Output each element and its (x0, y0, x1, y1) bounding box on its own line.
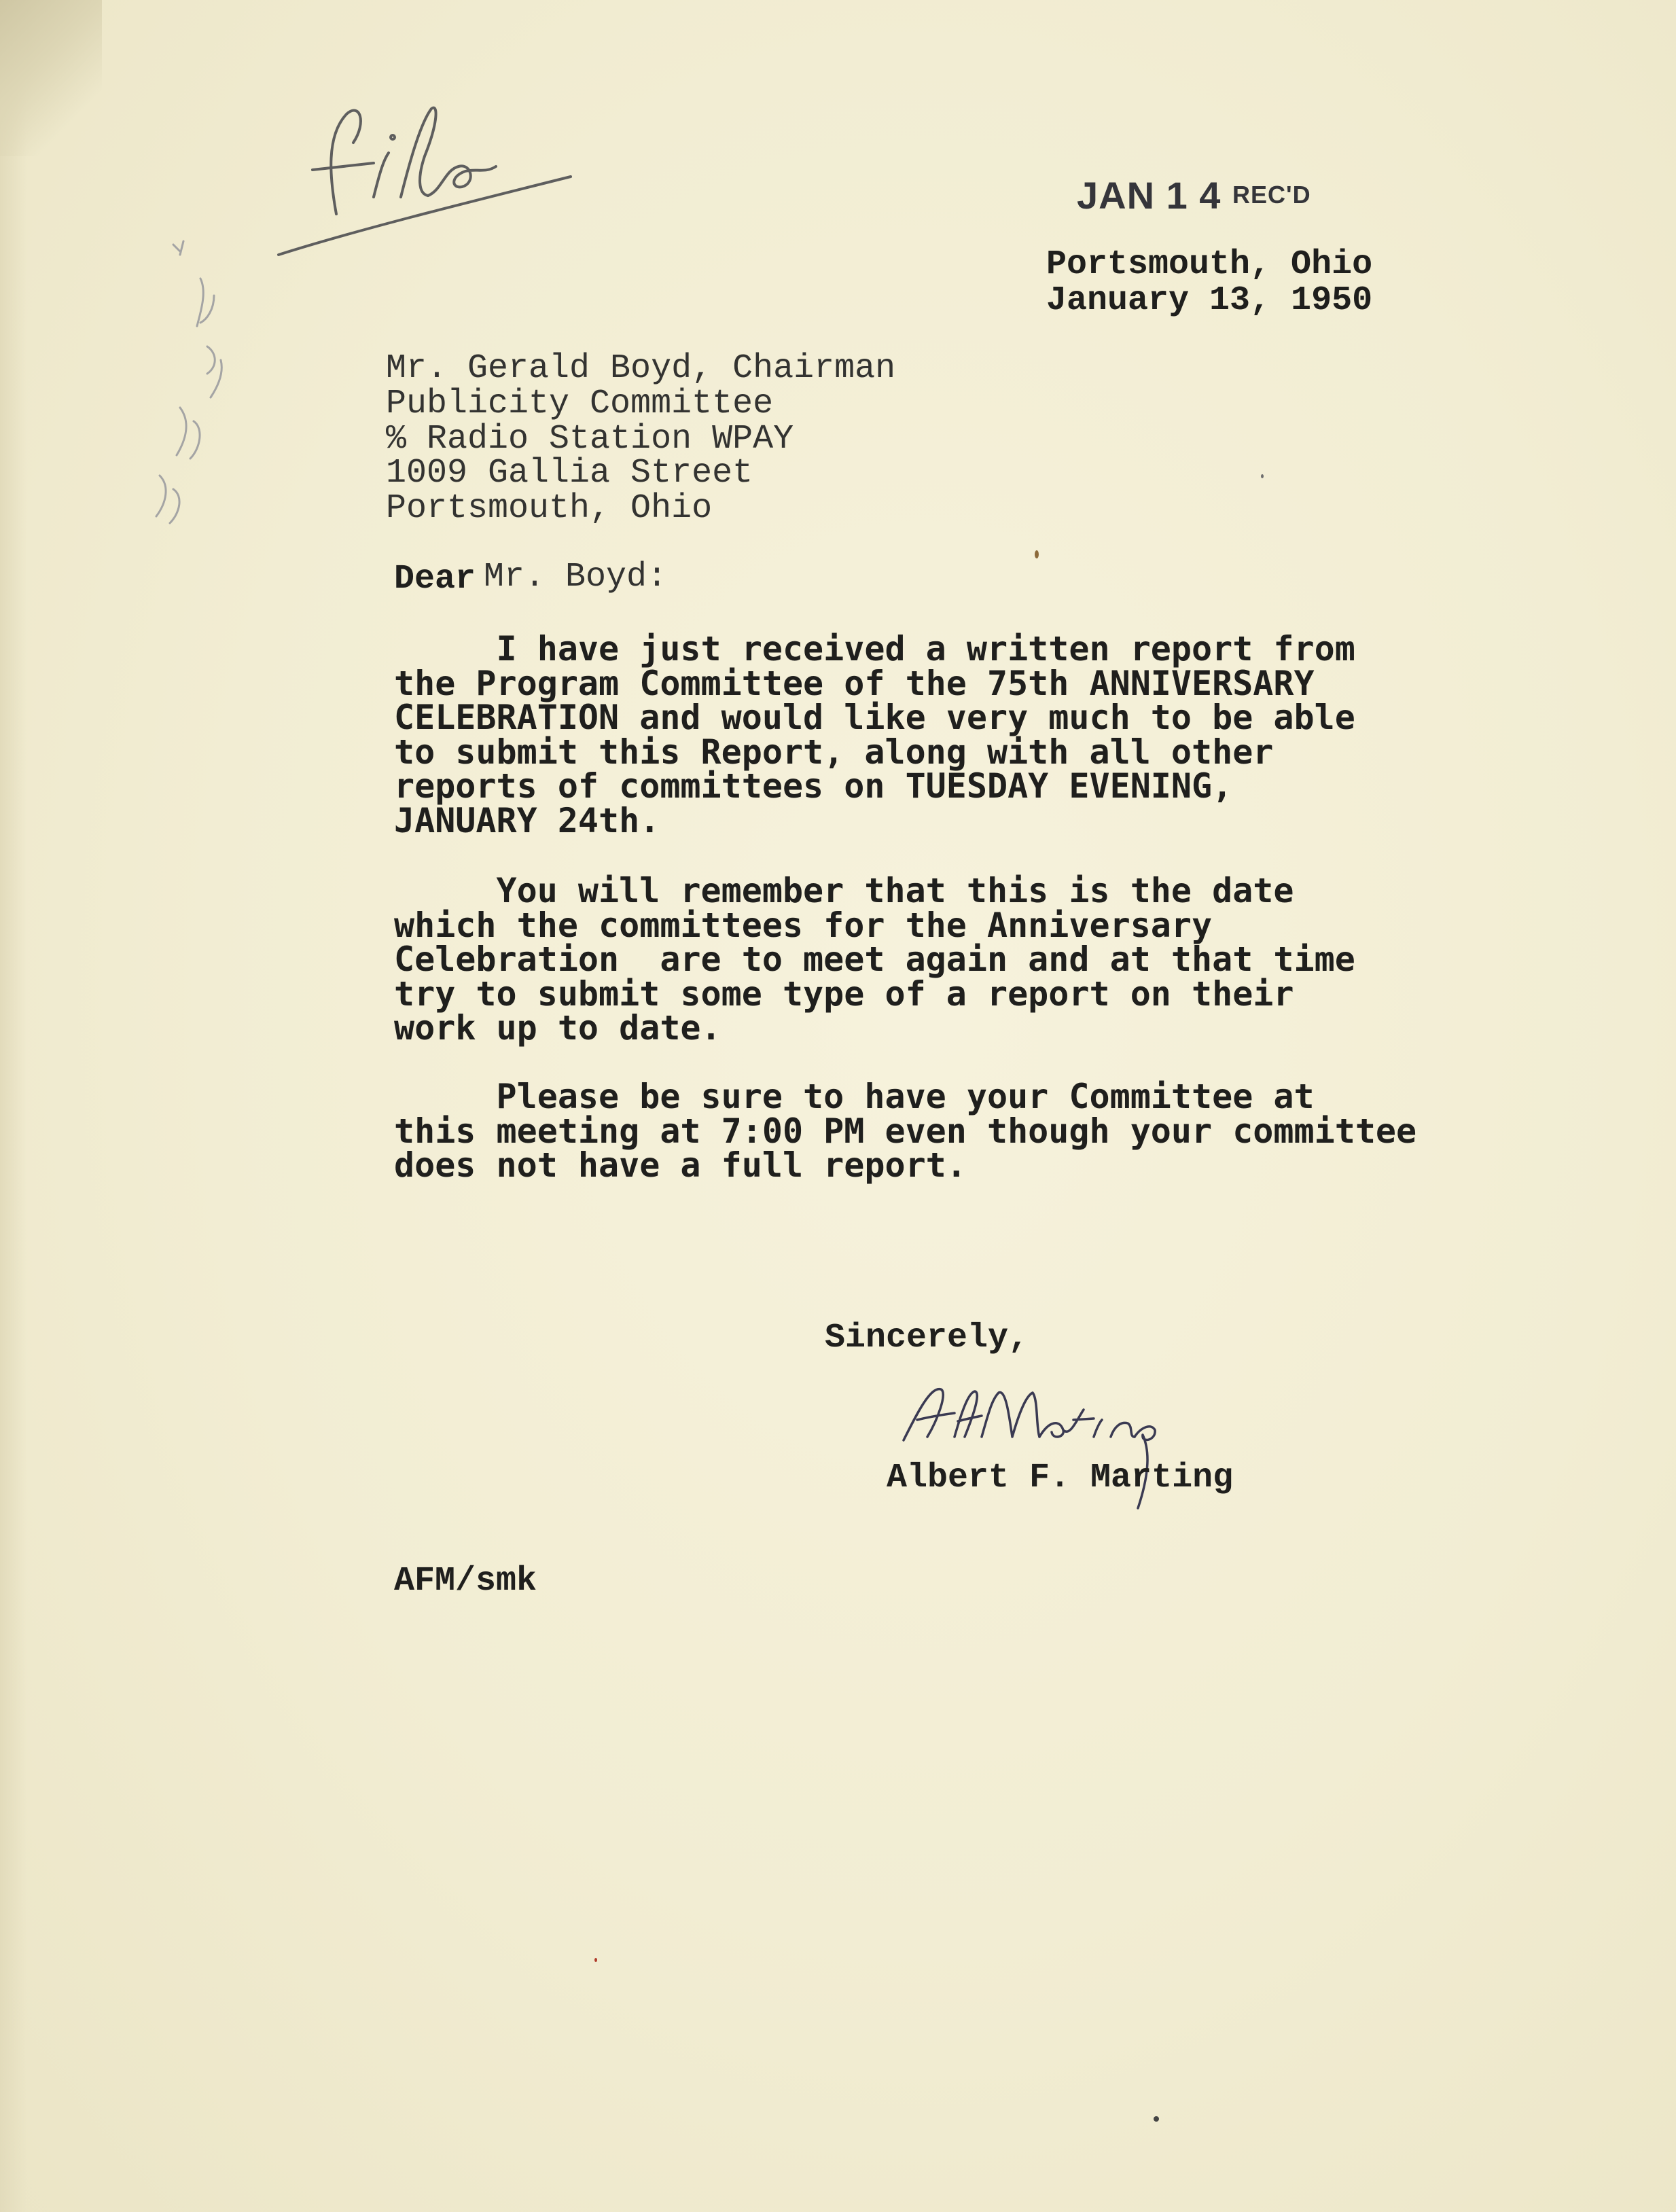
body-paragraph-1: I have just received a written report from the Program Committee of the 75th ANNIVERSARY CELEBRATION and would like very much to be able to submit this Report, along with all other reports of committees on TUESDAY EVENING, JANUARY 24th. (394, 629, 1355, 840)
pencil-margin-notes (132, 231, 268, 557)
signature (890, 1372, 1175, 1529)
salutation-name: Mr. Boyd: (484, 558, 668, 596)
recipient-line-1: Mr. Gerald Boyd, Chairman (386, 349, 896, 388)
handwritten-file-note (272, 95, 577, 272)
recipient-line-4: 1009 Gallia Street (386, 454, 753, 493)
stamp-received: REC'D (1232, 181, 1311, 209)
body-paragraph-3: Please be sure to have your Committee at this meeting at 7:00 PM even though your committee does not have a full report. (394, 1077, 1417, 1185)
paper-speck (1154, 2116, 1159, 2122)
recipient-line-2: Publicity Committee (386, 385, 774, 423)
paper-speck (1261, 474, 1264, 478)
paper-edge-shading (0, 0, 27, 2212)
salutation-dear: Dear (394, 560, 476, 599)
closing-sincerely: Sincerely, (825, 1319, 1029, 1357)
folded-corner (0, 0, 102, 156)
stamp-date: JAN 1 4 (1077, 174, 1222, 217)
received-stamp (1077, 173, 1311, 217)
header-city: Portsmouth, Ohio (1046, 245, 1373, 284)
paper-speck (1035, 550, 1039, 558)
header-date: January 13, 1950 (1046, 281, 1373, 320)
typist-initials: AFM/smk (394, 1562, 537, 1601)
body-paragraph-2: You will remember that this is the date which the committees for the Anniversary Celebration are to meet again and at that time try to submit some type of a report on their work up to date. (394, 871, 1355, 1048)
signer-name: Albert F. Marting (887, 1459, 1234, 1497)
recipient-line-5: Portsmouth, Ohio (386, 489, 713, 528)
paper-speck (594, 1958, 597, 1962)
recipient-line-3: % Radio Station WPAY (386, 420, 794, 459)
